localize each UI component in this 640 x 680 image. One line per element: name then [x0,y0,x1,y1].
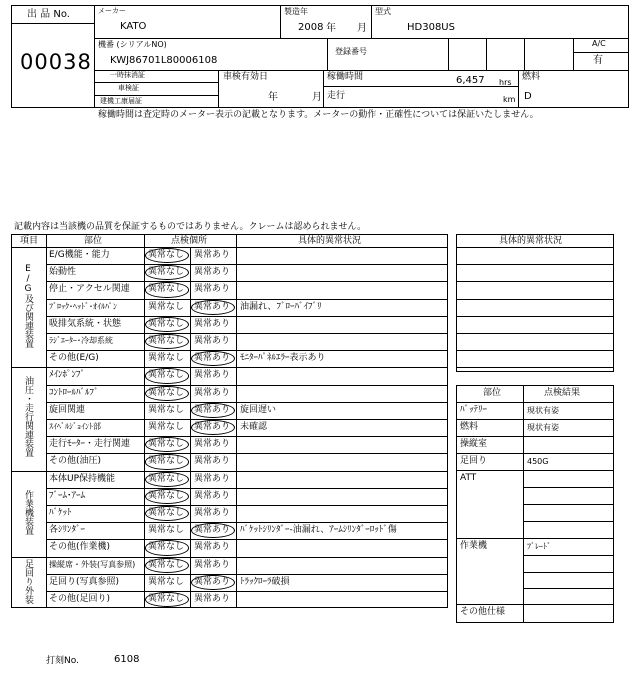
result-part: ATT [460,473,477,483]
selection-circle [191,403,235,418]
rule-v [371,5,372,38]
rule-v [524,38,525,70]
stamp-no-label: 打刻No. [46,656,79,666]
abnormal-option: 異常あり [194,387,231,398]
row-rule [46,436,448,437]
fuel-value: D [524,91,532,102]
col-item-header: 項目 [20,236,39,246]
result-col-result: 点検結果 [544,388,581,398]
normal-option: 異常なし [148,594,185,604]
rule-h [456,264,614,265]
abnormal-option: 異常あり [194,542,231,553]
sub-rule [523,588,614,589]
hours-unit: hrs [499,78,512,87]
normal-option: 異常なし [148,473,185,484]
normal-option: 異常なし [148,387,185,398]
item-no-rule [11,23,94,24]
row-part: ﾗｼﾞｴｰﾀｰ･冷却系統 [49,336,113,345]
row-part: 停止・アクセル関連 [49,284,130,295]
group-label: 油圧・走行関連装置 [23,376,33,458]
header-row1-bottom [94,38,629,39]
ac-label: A/C [592,39,606,48]
selection-circle [145,317,189,332]
side-top-header: 具体的異常状況 [499,236,563,246]
row-detail: 油漏れ、ﾌﾞﾛｰﾊﾞｲﾌﾞﾘ [240,301,322,312]
normal-option: 異常なし [148,318,185,329]
row-part: ｺﾝﾄﾛｰﾙﾊﾞﾙﾌﾞ [49,387,99,398]
rule-h [456,333,614,334]
rule-v [486,38,487,70]
serial-label: 機番 (シリアルNO) [98,40,167,49]
result-part: 操縦室 [460,439,488,449]
row-rule [46,522,448,523]
hours-label: 稼働時間 [327,72,364,82]
year-label: 製造年 [284,7,308,16]
row-detail: ﾄﾗｯｸﾛｰﾗ破損 [240,576,290,587]
rule-v [218,70,219,108]
abnormal-option: 異常あり [194,508,231,518]
abnormal-option: 異常あり [194,473,231,484]
year-value: 2008 [298,22,324,33]
side-top-frame [456,234,614,372]
row-part: その他(E/G) [49,353,99,364]
rule-v [280,5,281,38]
rule-h [456,453,614,454]
row-part: 吸排気系統・状態 [49,318,122,329]
row-rule [46,316,448,317]
abnormal-option: 異常あり [194,404,231,415]
abnormal-option: 異常あり [194,439,231,450]
header-divider [94,5,95,108]
row-rule [46,350,448,351]
result-part: その他仕様 [460,607,506,617]
normal-option: 異常なし [148,525,185,536]
row-part: 操縦席・外装(写真参照) [49,559,136,569]
temp-cert-label: 一時抹消証 [110,71,145,79]
inspect-label: 車検有効日 [223,72,269,82]
rule-h [456,538,614,539]
abnormal-option: 異常あり [194,318,231,329]
item-no-label: 出 品 No. [27,9,70,20]
result-part: 足回り [460,456,488,466]
sub-rule [523,555,614,556]
rule-v [573,38,574,70]
result-value: 450G [527,457,549,466]
row-part: E/G機能・能力 [49,250,110,260]
result-part: ﾊﾞｯﾃﾘｰ [460,405,488,415]
row-rule [46,281,448,282]
group-rule [11,471,448,472]
normal-option: 異常なし [148,353,185,364]
result-col-part: 部位 [483,388,502,398]
sub-rule [523,487,614,488]
normal-option: 異常なし [148,250,185,260]
row-part: 本体UP保持機能 [49,473,116,484]
result-value: 現状有姿 [527,406,559,415]
normal-option: 異常なし [148,508,185,518]
rule-h [456,281,614,282]
row-rule [46,539,448,540]
row-rule [46,402,448,403]
vehicle-cert-label: 車検証 [118,84,139,92]
rule-h [456,419,614,420]
group-label: 作業機装置 [23,489,33,535]
abnormal-option: 異常あり [194,576,231,587]
abnormal-option: 異常あり [194,267,231,278]
group-label: E/G及び関連装置 [23,264,33,349]
row-part: ﾌﾞﾛｯｸ･ﾍｯﾄﾞ･ｵｲﾙﾊﾟﾝ [49,301,117,311]
rule-v [46,234,47,608]
row-part: 始動性 [49,267,77,278]
abnormal-option: 異常あり [194,490,231,501]
rule-h [456,350,614,351]
model-label: 型式 [375,7,391,16]
abnormal-option: 異常あり [194,456,231,467]
row-rule [46,264,448,265]
fuel-label: 燃料 [522,72,541,82]
row-rule [46,488,448,489]
sub-rule [523,572,614,573]
abnormal-option: 異常あり [194,370,231,381]
col-check-header: 点検個所 [171,236,208,246]
rule-h [456,470,614,471]
inspect-year: 年 [268,92,278,103]
normal-option: 異常なし [148,336,185,346]
rule-h [456,367,614,368]
row-detail: 未確認 [240,422,268,432]
selection-circle [145,489,189,504]
normal-option: 異常なし [148,439,185,450]
serial-value: KWJ86701L80006108 [110,55,218,66]
row-rule [46,299,448,300]
result-part: 燃料 [460,422,479,432]
selection-circle [145,386,189,401]
travel-label: 走行 [327,91,346,101]
rule-h [573,52,629,53]
normal-option: 異常なし [148,404,185,415]
row-rule [46,453,448,454]
header-row2-bottom [94,70,629,71]
row-rule [46,591,448,592]
abnormal-option: 異常あり [194,525,231,536]
result-value: ﾌﾞﾚｰﾄﾞ [527,542,551,551]
km-unit: km [503,95,516,104]
rule-v [448,38,449,70]
abnormal-option: 異常あり [194,284,231,295]
abnormal-option: 異常あり [194,250,231,260]
ac-value: 有 [593,55,603,66]
col-part-header: 部位 [84,236,103,246]
row-part: その他(油圧) [49,456,102,467]
row-part: ﾌﾞｰﾑ･ｱｰﾑ [49,490,86,501]
row-rule [46,333,448,334]
selection-circle [145,472,189,487]
maker-value: KATO [120,21,147,32]
rule-h [456,402,614,403]
row-detail: ﾊﾞｹｯﾄｼﾘﾝﾀﾞｰ-油漏れ、ｱｰﾑｼﾘﾝﾀﾞｰﾛｯﾄﾞ傷 [240,525,397,536]
row-rule [46,574,448,575]
normal-option: 異常なし [148,370,185,381]
row-part: 旋回関連 [49,404,86,415]
abnormal-option: 異常あり [194,336,231,346]
row-part: その他(足回り) [49,594,111,604]
selection-circle [145,540,189,555]
year-unit: 年 [326,23,336,34]
col-detail-header: 具体的異常状況 [298,236,362,246]
row-rule [46,385,448,386]
rule-h [323,86,518,87]
group-rule [11,557,448,558]
rule-v [323,70,324,108]
main-header-rule [11,247,448,248]
sub-rule [523,504,614,505]
abnormal-option: 異常あり [194,422,231,432]
rule-v [236,234,237,608]
result-part: 作業機 [460,541,488,551]
normal-option: 異常なし [148,267,185,278]
selection-circle [145,282,189,297]
result-value: 現状有姿 [527,423,559,432]
row-part: ﾒｲﾝﾎﾟﾝﾌﾟ [49,370,86,381]
inspect-month: 月 [312,92,322,103]
sub-rule [523,521,614,522]
group-label: 足回り外装 [23,558,33,604]
abnormal-option: 異常あり [194,594,231,604]
mech-cert-label: 建機工康届証 [100,97,142,105]
model-value: HD308US [407,22,455,33]
row-part: その他(作業機) [49,542,111,553]
rule-v [518,70,519,108]
rule-h [456,604,614,605]
row-detail: ﾓﾆﾀｰﾊﾟﾈﾙｴﾗｰ表示あり [240,353,326,364]
normal-option: 異常なし [148,559,185,570]
normal-option: 異常なし [148,456,185,467]
normal-option: 異常なし [148,284,185,295]
selection-circle [191,300,235,315]
row-part: 各ｼﾘﾝﾀﾞｰ [49,525,86,536]
reg-label: 登録番号 [335,47,367,56]
selection-circle [191,575,235,590]
disclaimer: 記載内容は当該機の品質を保証するものではありません。クレームは認められません。 [14,222,367,232]
rule-h [456,316,614,317]
row-part: ﾊﾞｹｯﾄ [49,508,72,518]
stamp-no-value: 6108 [114,654,140,665]
normal-option: 異常なし [148,422,185,432]
selection-circle [145,454,189,469]
group-rule [11,367,448,368]
row-part: 足回り(写真参照) [49,576,120,587]
row-detail: 旋回遅い [240,404,277,415]
maker-label: メーカー [98,7,126,15]
hours-value: 6,457 [456,75,485,86]
normal-option: 異常なし [148,490,185,501]
normal-option: 異常なし [148,576,185,587]
abnormal-option: 異常あり [194,353,231,364]
abnormal-option: 異常あり [194,559,231,570]
meter-note: 稼働時間は査定時のメーター表示の記載となります。メーターの動作・正確性については保証いたしません。 [98,110,539,120]
rule-h [456,247,614,248]
rule-h [456,299,614,300]
abnormal-option: 異常あり [194,301,231,312]
row-rule [46,505,448,506]
normal-option: 異常なし [148,301,185,312]
rule-h [456,436,614,437]
month-unit: 月 [357,23,367,34]
normal-option: 異常なし [148,542,185,553]
selection-circle [145,368,189,383]
selection-circle [145,558,189,573]
rule-h [94,82,218,83]
row-rule [46,419,448,420]
row-part: 走行ﾓｰﾀｰ・走行関連 [49,439,131,450]
rule-v [327,38,328,70]
item-no-value: 00038 [20,50,92,74]
row-part: ｽｲﾍﾞﾙｼﾞｮｲﾝﾄ部 [49,422,101,431]
rule-h [94,95,218,96]
